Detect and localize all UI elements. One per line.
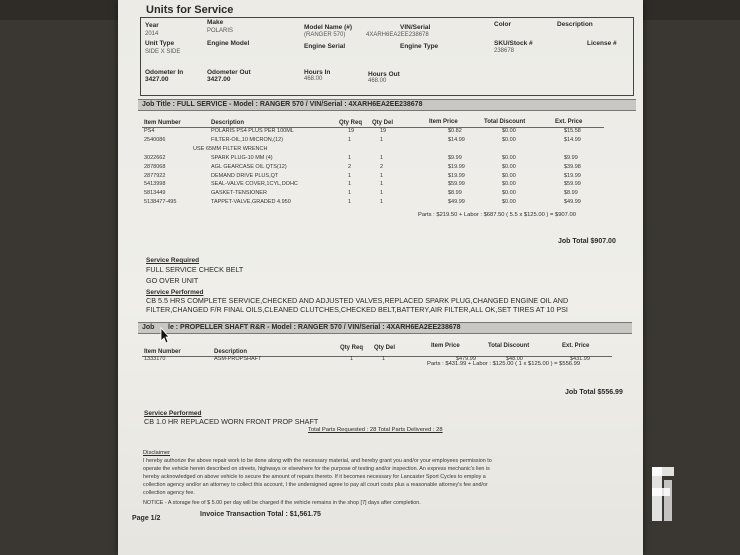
job1-cell-req: 1 <box>348 199 352 206</box>
job1-cell-req: 1 <box>348 181 352 188</box>
job2-col-qty-del: Qty Del <box>374 345 396 351</box>
disclaimer-line-2: operate the vehicle herein described on streets, highways or elsewhere for the purpose of testing and/or inspection. An express mechanic's lien is <box>143 466 490 472</box>
units-for-service-title: Units for Service <box>146 4 234 16</box>
vin-label: VIN/Serial <box>400 24 431 31</box>
job1-cell-req: 1 <box>348 154 352 161</box>
job1-cell-del: 1 <box>380 190 384 197</box>
watermark-logo-icon <box>650 463 678 525</box>
job2-title-bar <box>138 322 632 334</box>
hours-in-label: Hours In <box>304 69 331 76</box>
job1-cell-disc: $0.00 <box>502 172 516 179</box>
job1-cell-price: $49.99 <box>448 199 465 206</box>
job1-cell-desc: GASKET-TENSIONER <box>211 190 267 197</box>
job1-service-required-label: Service Required <box>146 257 200 264</box>
job1-col-description: Description <box>211 120 245 126</box>
disclaimer-line-3: hereby acknowledged on above vehicle to secure the amount of repairs thereto. If it becomes necessary for Lancaster Sport Cycles to employ a <box>143 474 486 480</box>
job2-cell-desc: ASM-PROPSHAFT <box>214 356 262 362</box>
job2-col-total-discount: Total Discount <box>488 343 530 349</box>
job1-cell-req: 1 <box>348 136 352 143</box>
job2-col-item-number: Item Number <box>144 349 181 355</box>
job1-cell-price: $0.82 <box>448 128 462 134</box>
job1-col-item-price: Item Price <box>429 119 458 125</box>
job1-cell-disc: $0.00 <box>502 190 516 197</box>
job1-cell-item: 3022662 <box>144 154 166 161</box>
job2-header-rule <box>142 356 612 357</box>
job2-service-performed-line-1: CB 1.0 HR REPLACED WORN FRONT PROP SHAFT <box>144 417 319 426</box>
hours-out-value: 468.00 <box>368 78 387 84</box>
hours-out-label: Hours Out <box>368 71 400 78</box>
vin-value: 4XARH6EA2EE238678 <box>366 32 429 38</box>
job1-cell-disc: $0.00 <box>502 136 516 143</box>
job1-cell-del: 1 <box>380 181 384 188</box>
job1-cell-desc: USE 65MM FILTER WRENCH <box>193 145 268 152</box>
job1-cell-ext: $8.99 <box>564 190 578 197</box>
job1-cell-desc: SPARK PLUG-10 MM (4) <box>211 154 273 161</box>
unit-type-value: SIDE X SIDE <box>145 49 181 55</box>
job2-total: Job Total $556.99 <box>565 389 623 396</box>
job1-cell-req: 19 <box>348 128 355 134</box>
job2-service-performed-label: Service Performed <box>144 410 202 417</box>
mouse-cursor-icon <box>160 327 170 345</box>
job2-cell-del: 1 <box>382 356 386 362</box>
odometer-out-label: Odometer Out <box>207 69 251 76</box>
job1-cell-ext: $49.99 <box>564 199 581 206</box>
job1-cell-price: $19.99 <box>448 172 465 179</box>
job1-cell-item: 2878068 <box>144 163 166 170</box>
job1-cell-desc: SEAL-VALVE COVER,1CYL,DOHC <box>211 181 298 188</box>
job2-parts-labor-line: Parts : $431.99 + Labor : $125.00 ( 1 x $125.00 ) = $556.99 <box>427 361 581 367</box>
year-label: Year <box>145 22 159 29</box>
job1-cell-item: 2877922 <box>144 172 166 179</box>
job1-cell-ext: $14.99 <box>564 136 581 143</box>
job1-cell-ext: $39.98 <box>564 163 581 170</box>
job1-cell-item: 5138477-495 <box>144 199 177 206</box>
job1-cell-del: 1 <box>380 199 384 206</box>
year-value: 2014 <box>145 31 159 37</box>
job1-cell-del: 19 <box>380 128 387 134</box>
page-number: Page 1/2 <box>132 515 161 522</box>
odometer-in-value: 3427.00 <box>145 76 169 83</box>
job1-cell-price: $8.99 <box>448 190 462 197</box>
job2-title: le : PROPELLER SHAFT R&R - Model : RANGER 570 / VIN/Serial : 4XARH6EA2EE238678 <box>168 324 461 331</box>
job1-cell-item: PS4 <box>144 128 155 134</box>
disclaimer-label: Disclaimer <box>143 450 171 456</box>
model-name-value: (RANGER 570) <box>304 32 346 38</box>
job2-title-prefix: Job <box>142 324 155 331</box>
sku-value: 238678 <box>494 48 515 54</box>
job1-cell-ext: $9.99 <box>564 154 578 161</box>
job2-cell-price: $479.99 <box>456 356 476 362</box>
job2-col-ext-price: Ext. Price <box>562 343 590 349</box>
job1-service-performed-label: Service Performed <box>146 289 204 296</box>
job1-cell-item: 5813449 <box>144 190 166 197</box>
job1-cell-disc: $0.00 <box>502 181 516 188</box>
job1-service-required-line-2: GO OVER UNIT <box>146 276 199 285</box>
job2-cell-req: 1 <box>350 356 354 362</box>
storage-fee-notice: NOTICE - A storage fee of $ 5.00 per day will be charged if the vehicle remains in the shop [7] days after completion. <box>143 500 421 506</box>
job2-cell-item: 1333170 <box>144 356 166 362</box>
color-label: Color <box>494 21 511 28</box>
job2-col-item-price: Item Price <box>431 343 460 349</box>
make-label: Make <box>207 19 224 26</box>
engine-model-label: Engine Model <box>207 40 250 47</box>
job1-cell-item: 2540086 <box>144 136 166 143</box>
job1-cell-disc: $0.00 <box>502 154 516 161</box>
make-value: POLARIS <box>207 28 234 34</box>
job1-cell-price: $14.99 <box>448 136 465 143</box>
job1-cell-disc: $0.00 <box>502 163 516 170</box>
job1-cell-desc: AGL GEARCASE OIL QTS(12) <box>211 163 287 170</box>
unit-type-label: Unit Type <box>145 40 175 47</box>
job1-cell-desc: FILTER-OIL,10 MICRON,(12) <box>211 136 284 143</box>
job1-service-required-line-1: FULL SERVICE CHECK BELT <box>146 265 244 274</box>
job1-cell-ext: $15.58 <box>564 128 581 134</box>
job1-cell-del: 1 <box>380 172 384 179</box>
job1-cell-disc: $0.00 <box>502 128 516 134</box>
job1-total: Job Total $907.00 <box>558 238 616 245</box>
engine-serial-label: Engine Serial <box>304 43 346 50</box>
job1-parts-labor-line: Parts : $219.50 + Labor : $687.50 ( 5.5 x $125.00 ) = $907.00 <box>418 212 576 218</box>
disclaimer-line-5: collection agency fee. <box>143 490 195 496</box>
odometer-out-value: 3427.00 <box>207 76 231 83</box>
disclaimer-line-1: I hereby authorize the above repair work to be done along with the necessary material, and hereby grant you and/or your employees permission to <box>143 458 492 464</box>
job1-cell-req: 1 <box>348 190 352 197</box>
odometer-in-label: Odometer In <box>145 69 184 76</box>
disclaimer-line-4: collection agency and/or an attorney to collect this account, I the undersigned agree to pay all court costs plus a reasonable attorney's fee and/or <box>143 482 488 488</box>
job1-cell-del: 1 <box>380 136 384 143</box>
description-label: Description <box>557 21 593 28</box>
job1-service-performed-line-2: FILTER,CHANGED F/R FINAL OILS,CLEANED CLUTCHES,CHECKED BELT,BATTERY,AIR FILTER,ALL OK,SET TIRES AT 10 PSI <box>146 305 568 314</box>
job1-col-total-discount: Total Discount <box>484 119 526 125</box>
license-label: License # <box>587 40 617 47</box>
model-name-label: Model Name (#) <box>304 24 353 31</box>
job1-cell-req: 1 <box>348 172 352 179</box>
job1-cell-price: $59.99 <box>448 181 465 188</box>
job1-cell-del: 1 <box>380 154 384 161</box>
job1-cell-ext: $19.99 <box>564 172 581 179</box>
job1-col-qty-del: Qty Del <box>372 120 394 126</box>
job1-cell-price: $19.99 <box>448 163 465 170</box>
job1-cell-desc: TAPPET-VALVE,GRADED 4.950 <box>211 199 291 206</box>
job1-col-item-number: Item Number <box>144 120 181 126</box>
service-invoice-page <box>118 0 643 555</box>
job1-cell-desc: DEMAND DRIVE PLUS,QT <box>211 172 279 179</box>
hours-in-value: 468.00 <box>304 76 323 82</box>
invoice-transaction-total: Invoice Transaction Total : $1,561.75 <box>200 511 321 518</box>
job1-cell-req: 2 <box>348 163 352 170</box>
job1-col-qty-req: Qty Req <box>339 120 363 126</box>
job1-cell-ext: $59.99 <box>564 181 581 188</box>
job1-title-bar: Job Title : FULL SERVICE - Model : RANGER 570 / VIN/Serial : 4XARH6EA2EE238678 <box>138 99 636 111</box>
job1-cell-item: 5413998 <box>144 181 166 188</box>
job1-col-ext-price: Ext. Price <box>555 119 583 125</box>
job1-cell-price: $9.99 <box>448 154 462 161</box>
job1-cell-desc: POLARIS PS4 PLUS PER 100ML <box>211 128 294 134</box>
job1-service-performed-line-1: CB 5.5 HRS COMPLETE SERVICE,CHECKED AND ADJUSTED VALVES,REPLACED SPARK PLUG,CHANGED ENGINE OIL AND <box>146 296 569 305</box>
job2-cell-ext: $431.99 <box>570 356 590 362</box>
job2-cell-disc: $48.00 <box>506 356 523 362</box>
job2-col-description: Description <box>214 349 248 355</box>
job1-cell-disc: $0.00 <box>502 199 516 206</box>
job1-cell-del: 2 <box>380 163 384 170</box>
total-parts-requested-delivered: Total Parts Requested : 28 Total Parts Delivered : 28 <box>308 427 443 433</box>
engine-type-label: Engine Type <box>400 43 439 50</box>
sku-label: SKU/Stock # <box>494 40 533 47</box>
job2-col-qty-req: Qty Req <box>340 345 364 351</box>
